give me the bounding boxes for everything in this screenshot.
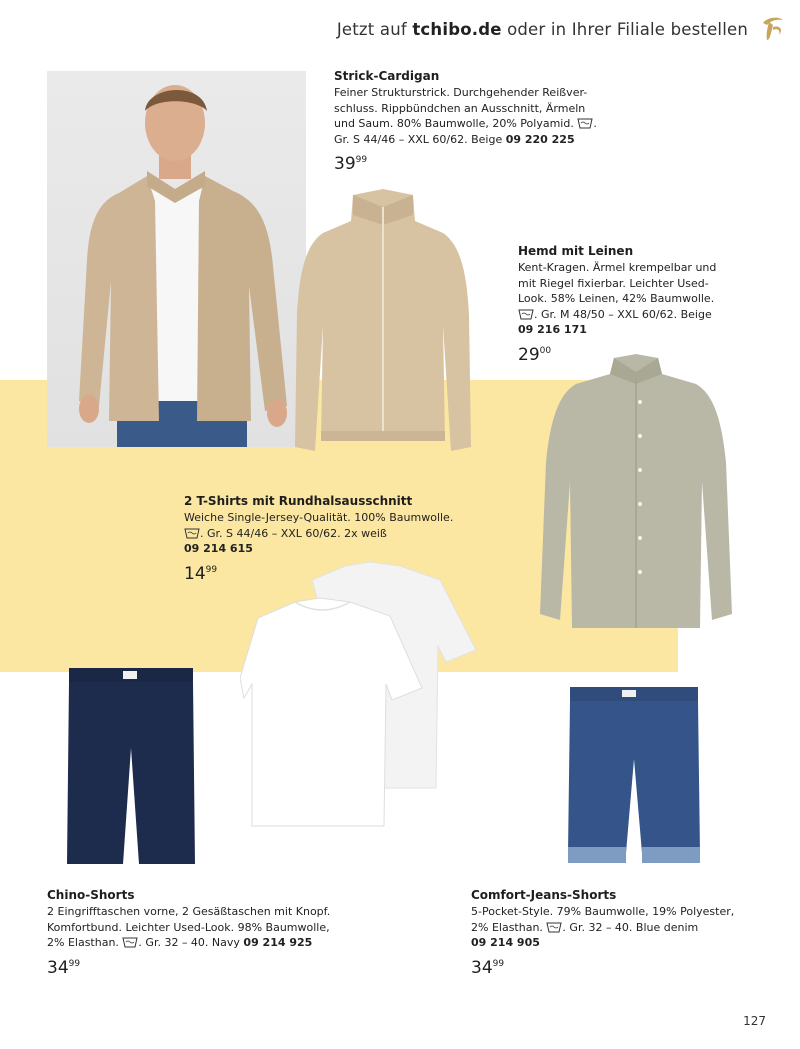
jeans-desc-line: 5-Pocket-Style. 79% Baumwolle, 19% Polyester,: [471, 905, 735, 918]
chino-description: [47, 887, 367, 978]
cardigan-article-number: 09 220 225: [505, 132, 575, 146]
shirt-article-number: 09 216 171: [518, 323, 587, 336]
shirt-desc-line: Look. 58% Leinen, 42% Baumwolle.: [518, 292, 715, 305]
cardigan-desc-line: Feiner Strukturstrick. Durchgehender Reißver-: [334, 86, 588, 99]
jeans-title: Comfort-Jeans-Shorts: [471, 888, 617, 902]
header-site-link[interactable]: tchibo.de: [412, 20, 502, 39]
chino-title: Chino-Shorts: [47, 888, 135, 902]
shirt-description: [518, 243, 748, 365]
price-main: 14: [184, 563, 206, 584]
price-cents: 99: [492, 958, 505, 969]
price-cents: 99: [205, 564, 218, 575]
header-prefix: Jetzt auf: [336, 20, 413, 39]
cardigan-sizes: Gr. S 44/46 – XXL 60/62. Beige: [334, 132, 506, 146]
washing-machine-care-icon: [122, 936, 138, 948]
price-main: 34: [471, 957, 493, 978]
page-header: [337, 20, 748, 39]
model-figure: [47, 71, 306, 447]
washing-machine-care-icon: [577, 117, 593, 129]
washing-machine-care-icon: [184, 527, 200, 539]
cardigan-product-image: [293, 185, 473, 457]
chino-price: [47, 954, 367, 978]
price-main: 29: [518, 344, 540, 365]
tshirts-product-image: [240, 558, 480, 830]
tshirts-sizes: . Gr. S 44/46 – XXL 60/62. 2x weiß: [200, 526, 387, 540]
price-cents: 99: [68, 958, 81, 969]
price-cents: 99: [355, 155, 368, 165]
shirt-desc-line: mit Riegel fixierbar. Leichter Used-: [518, 276, 709, 290]
cardigan-description: [334, 68, 604, 174]
chino-sizes: . Gr. 32 – 40. Navy: [138, 936, 244, 949]
cardigan-desc-line: und Saum. 80% Baumwolle, 20% Polyamid.: [334, 117, 574, 130]
chino-desc-line: 2 Eingrifftaschen vorne, 2 Gesäßtaschen mit Knopf.: [47, 905, 331, 918]
chino-desc-line: 2% Elasthan.: [47, 936, 123, 949]
cardigan-punct: .: [593, 117, 597, 130]
price-main: 39: [334, 154, 356, 174]
shirt-title: Hemd mit Leinen: [518, 244, 634, 258]
cardigan-price: [334, 150, 604, 174]
price-cents: 00: [539, 345, 552, 356]
tshirts-article-number: 09 214 615: [184, 542, 253, 555]
price-main: 34: [47, 957, 69, 978]
shirt-desc-line: Kent-Kragen. Ärmel krempelbar und: [518, 261, 717, 274]
washing-machine-care-icon: [546, 921, 562, 933]
model-photo: [47, 71, 306, 447]
tshirts-desc-line: Weiche Single-Jersey-Qualität. 100% Baumwolle.: [184, 511, 454, 524]
shirt-sizes: . Gr. M 48/50 – XXL 60/62. Beige: [534, 307, 712, 321]
jeans-article-number: 09 214 905: [471, 936, 540, 949]
tchibo-logo-icon: [757, 13, 787, 43]
shirt-product-image: [536, 352, 736, 634]
cardigan-desc-line: schluss. Rippbündchen an Ausschnitt, Ärmeln: [334, 101, 586, 115]
jeans-desc-line: 2% Elasthan.: [471, 920, 547, 934]
chino-shorts-product-image: [67, 668, 195, 866]
chino-article-number: 09 214 925: [243, 936, 313, 949]
jeans-sizes: . Gr. 32 – 40. Blue denim: [562, 920, 699, 934]
chino-desc-line: Komfortbund. Leichter Used-Look. 98% Baumwolle,: [47, 920, 330, 934]
jeans-shorts-product-image: [566, 687, 702, 865]
jeans-description: [471, 887, 771, 978]
washing-machine-care-icon: [518, 308, 534, 320]
page-number: 127: [743, 1014, 766, 1028]
cardigan-title: Strick-Cardigan: [334, 69, 440, 83]
header-suffix: oder in Ihrer Filiale bestellen: [501, 20, 748, 39]
jeans-price: [471, 954, 771, 978]
tshirts-title: 2 T-Shirts mit Rundhalsausschnitt: [184, 494, 413, 508]
